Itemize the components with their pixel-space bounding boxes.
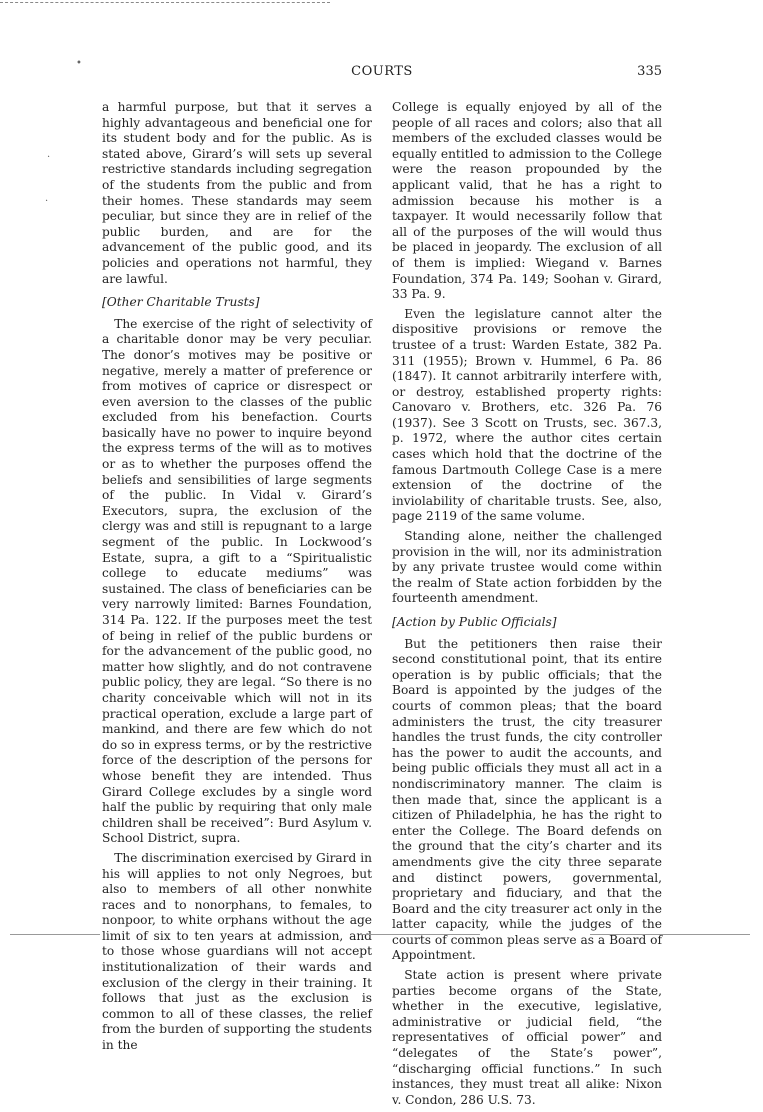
paragraph: But the petitioners then raise their second constitutional point, that its entire operation is by public officials; that the Board is appointed by the judges of the courts of common pleas; that the board administers the trust, the city treasurer handles the trust funds, the city controller has the power to audit the accounts, and being public officials they must all act in a nondiscriminatory manner. The claim is then made that, since the applicant is a citizen of Philadelphia, he has the right to enter the College. The Board defends on the ground that the city’s charter and its amendments give the city three separate and distinct powers, governmental, proprietary and fiduciary, and that the Board and the city treasurer act only in the latter capacity, while the judges of the courts of common pleas serve as a Board of Appointment.	[392, 636, 662, 963]
running-title: COURTS	[351, 64, 413, 79]
paragraph: a harmful purpose, but that it serves a highly advantageous and beneficial one for its student body and for the public. As is stated above, Girard’s will sets up several restrictive standards including segregation of the students from the public and from their homes. These standards may seem peculiar, but since they are in relief of the public burden, and are for the advancement of the public good, and its policies and operations not harmful, they are lawful.	[102, 100, 372, 286]
scan-speck: ·	[47, 152, 51, 163]
paragraph: Standing alone, neither the challenged provision in the will, nor its administration by any private trustee would come within the realm of State action forbidden by the fourteenth amendment.	[392, 529, 662, 606]
scan-top-edge	[0, 2, 330, 3]
section-heading: [Other Charitable Trusts]	[102, 295, 260, 310]
scan-bottom-edge	[360, 934, 480, 935]
scan-bottom-edge	[10, 934, 100, 935]
scan-speck: •	[76, 58, 82, 69]
paragraph: The exercise of the right of selectivity of a charitable donor may be very peculiar. The donor’s motives may be positive or negative, merely a matter of preference or from motives of caprice or disrespect or even aversion to the classes of the public excluded from his benefaction. Courts basically have no power to inquire beyond the express terms of the will as to motives or as to whether the purposes offend the beliefs and sensibilities of large segments of the public. In Vidal v. Girard’s Executors, supra, the exclusion of the clergy was and still is repugnant to a large segment of the public. In Lockwood’s Estate, supra, a gift to a “Spiritualistic college to educate mediums” was sustained. The class of beneficiaries can be very narrowly limited: Barnes Foundation, 314 Pa. 122. If the purposes meet the test of being in relief of the public burdens or for the advancement of the public good, no matter how slightly, and do not contravene public policy, they are legal. “So there is no charity conceivable which will not in its practical operation, exclude a large part of mankind, and there are few which do not do so in express terms, or by the restrictive force of the description of the persons for whose benefit they are intended. Thus Girard College excludes by a single word half the public by requiring that only male children shall be received”: Burd Asylum v. School District, supra.	[102, 316, 372, 846]
paragraph: Even the legislature cannot alter the dispositive provisions or remove the trustee of a trust: Warden Estate, 382 Pa. 311 (1955); Brown v. Hummel, 6 Pa. 86 (1847). It cannot arbitrarily interfere with, or destroy, established property rights: Canovaro v. Brothers, etc. 326 Pa. 76 (1937). See 3 Scott on Trusts, sec. 367.3, p. 1972, where the author cites certain cases which hold that the doctrine of the famous Dartmouth College Case is a mere extension of the doctrine of the inviolability of charitable trusts. See, also, page 2119 of the same volume.	[392, 306, 662, 524]
page-number: 335	[637, 64, 662, 79]
scan-speck: ·	[45, 196, 49, 207]
paragraph: The discrimination exercised by Girard in his will applies to not only Negroes, but also to members of all other nonwhite races and to nonorphans, to females, to nonpoor, to white orphans without the age limit of six to ten years at admission, and to those whose guardians will not accept institutionalization of their wards and exclusion of the clergy in their training. It follows that just as the exclusion is common to all of these classes, the relief from the burden of supporting the students in the	[102, 850, 372, 1053]
right-column	[392, 100, 662, 1112]
section-heading: [Action by Public Officials]	[392, 615, 557, 629]
scan-bottom-edge	[590, 934, 750, 935]
paragraph: State action is present where private parties become organs of the State, whether in the executive, legislative, administrative or judicial field, “the representatives of official power” and “delegates of the State’s power”, “discharging official functions.” In such instances, they must treat all alike: Nixon v. Condon, 286 U.S. 73.	[392, 968, 662, 1107]
paragraph: College is equally enjoyed by all of the people of all races and colors; also that all members of the excluded classes would be equally entitled to admission to the College were the reason propounded by the applicant valid, that he has a right to admission because his mother is a taxpayer. It would necessarily follow that all of the purposes of the will would thus be placed in jeopardy. The exclusion of all of them is implied: Wiegand v. Barnes Foundation, 374 Pa. 149; Soohan v. Girard, 33 Pa. 9.	[392, 100, 662, 302]
page-header	[102, 64, 662, 84]
left-column	[102, 100, 372, 1058]
